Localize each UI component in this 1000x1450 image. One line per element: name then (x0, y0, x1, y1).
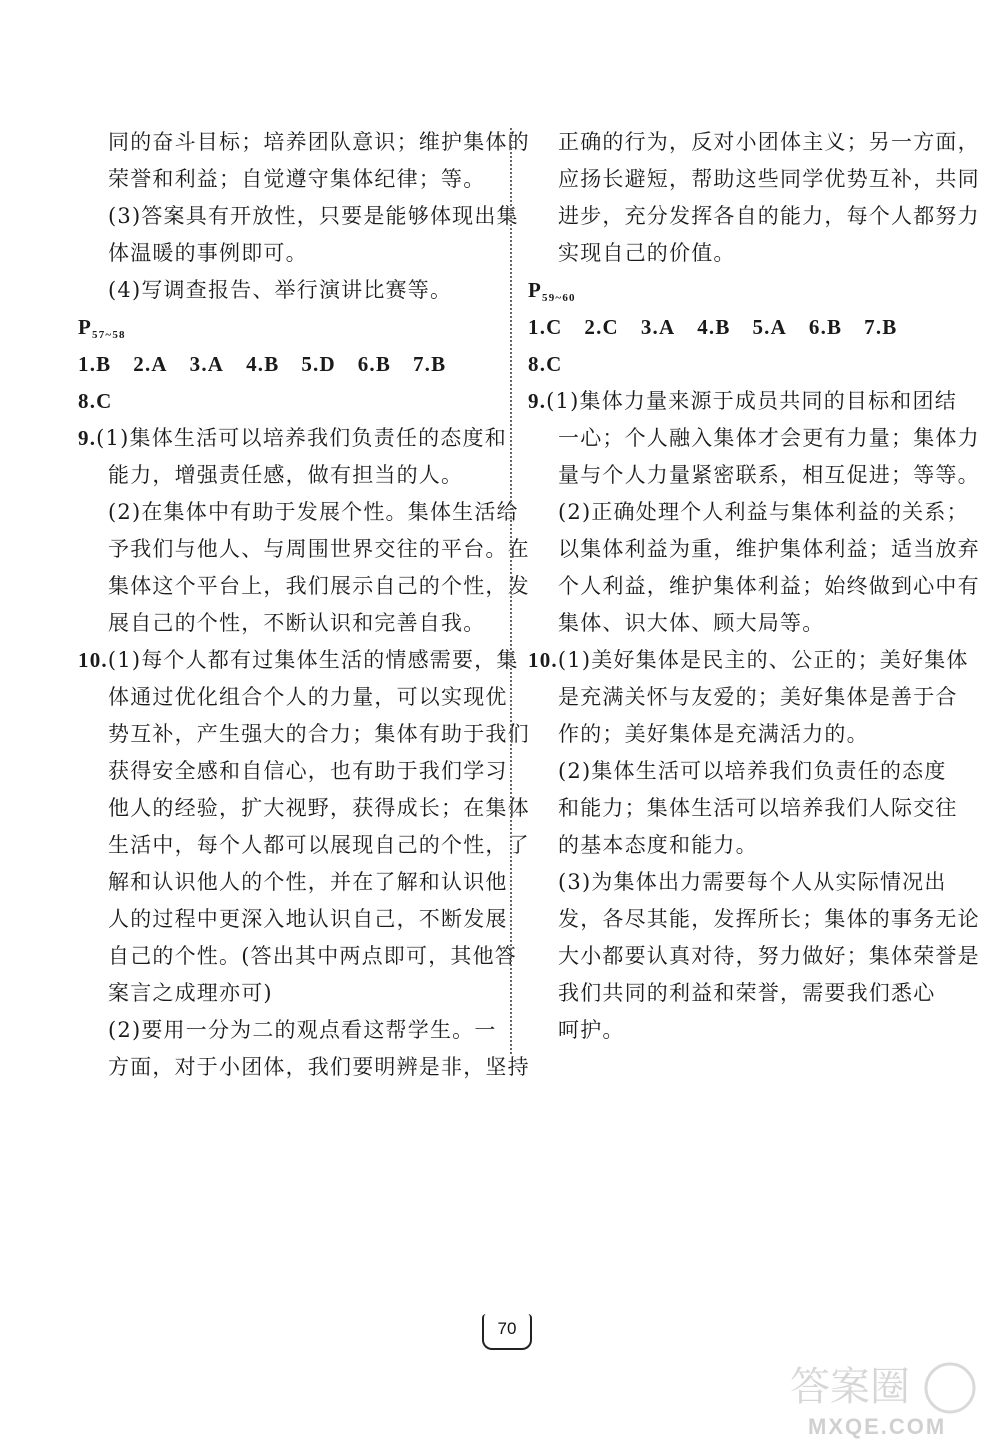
text-line: 荣誉和利益；自觉遵守集体纪律；等。 (108, 167, 486, 191)
text-line: 解和认识他人的个性，并在了解和认识他 (108, 870, 508, 894)
text-line: 和能力；集体生活可以培养我们人际交往 (558, 796, 958, 820)
answer-8: 8.C (78, 389, 113, 413)
text-line: 案言之成理亦可) (108, 981, 273, 1005)
text-line: 发，各尽其能，发挥所长；集体的事务无论 (558, 907, 980, 931)
mc-answer: 4.B (697, 315, 731, 339)
answer-10-line: 10.(1)每个人都有过集体生活的情感需要，集 (78, 648, 519, 672)
mc-answer: 2.C (584, 315, 619, 339)
text-line: 同的奋斗目标；培养团队意识；维护集体的 (108, 130, 530, 154)
text-line: 的基本态度和能力。 (558, 833, 758, 857)
text-line: 自己的个性。(答出其中两点即可，其他答 (108, 944, 517, 968)
section-heading-p57: $P_{57\sim 58}$ (78, 315, 126, 341)
mc-answer: 7.B (412, 352, 447, 376)
text-line: (2)要用一分为二的观点看这帮学生。一 (108, 1018, 497, 1042)
text-line: (4)写调查报告、举行演讲比赛等。 (108, 278, 453, 302)
answer-9-line: 9.(1)集体生活可以培养我们负责任的态度和 (78, 426, 507, 450)
answer-8: 8.C (528, 352, 563, 376)
text-line: 我们共同的利益和荣誉，需要我们悉心 (558, 981, 936, 1005)
column-divider (510, 128, 512, 1054)
question-number: 10. (528, 648, 558, 672)
text-line: 展自己的个性，不断认识和完善自我。 (108, 611, 486, 635)
text-line: 一心；个人融入集体才会更有力量；集体力 (558, 426, 980, 450)
mc-answer: 7.B (864, 315, 898, 339)
text-line: 应扬长避短，帮助这些同学优势互补，共同 (558, 167, 980, 191)
answer-10-line: 10.(1)美好集体是民主的、公正的；美好集体 (528, 648, 969, 672)
mc-answer: 5.A (752, 315, 787, 339)
text-line: 作的；美好集体是充满活力的。 (558, 722, 869, 746)
mc-answer: 1.B (78, 352, 112, 376)
text-line: (2)正确处理个人利益与集体利益的关系； (558, 500, 969, 524)
mc-answer: 6.B (808, 315, 843, 339)
question-number: 9. (78, 426, 97, 450)
watermark-text: 答案圈 (790, 1364, 910, 1410)
text-line: 呵护。 (558, 1018, 625, 1042)
text-line: 能力，增强责任感，做有担当的人。 (108, 463, 464, 487)
text-line: 集体、识大体、顾大局等。 (558, 611, 825, 635)
question-number: 9. (528, 389, 547, 413)
mc-answers-row (78, 346, 496, 383)
text-line: 体温暖的事例即可。 (108, 241, 308, 265)
text-line: 人的过程中更深入地认识自己，不断发展 (108, 907, 508, 931)
text-line: 以集体利益为重，维护集体利益；适当放弃 (558, 537, 980, 561)
section-heading-p59: $P_{59\sim 60}$ (528, 278, 576, 304)
text-line: 进步，充分发挥各自的能力，每个人都努力 (558, 204, 980, 228)
text-line: 他人的经验，扩大视野，获得成长；在集体 (108, 796, 530, 820)
text-line: (3)答案具有开放性，只要是能够体现出集 (108, 204, 519, 228)
text-line: 予我们与他人、与周围世界交往的平台。在 (108, 537, 530, 561)
text-line: 正确的行为，反对小团体主义；另一方面， (558, 130, 980, 154)
page-number: 70 (482, 1314, 532, 1350)
left-column (78, 124, 530, 1086)
mc-answers-row (528, 309, 948, 346)
question-number: 10. (78, 648, 108, 672)
text-line: 获得安全感和自信心，也有助于我们学习 (108, 759, 508, 783)
text-line: 集体这个平台上，我们展示自己的个性，发 (108, 574, 530, 598)
text-line: 量与个人力量紧密联系，相互促进；等等。 (558, 463, 980, 487)
text-line: 势互补，产生强大的合力；集体有助于我们 (108, 722, 530, 746)
watermark-logo (790, 1350, 980, 1440)
text-line: 生活中，每个人都可以展现自己的个性，了 (108, 833, 530, 857)
text-line: 大小都要认真对待，努力做好；集体荣誉是 (558, 944, 980, 968)
text-line: 是充满关怀与友爱的；美好集体是善于合 (558, 685, 958, 709)
text-line: 实现自己的价值。 (558, 241, 736, 265)
text-line: (2)集体生活可以培养我们负责任的态度 (558, 759, 947, 783)
mc-answer: 5.D (301, 352, 336, 376)
mc-answer: 1.C (528, 315, 563, 339)
mc-answer: 3.A (640, 315, 676, 339)
text-line: 个人利益，维护集体利益；始终做到心中有 (558, 574, 980, 598)
watermark-url: MXQE.COM (808, 1414, 947, 1439)
text-line: 体通过优化组合个人的力量，可以实现优 (108, 685, 508, 709)
text-line: (2)在集体中有助于发展个性。集体生活给 (108, 500, 519, 524)
mc-answer: 2.A (133, 352, 168, 376)
text-line: (3)为集体出力需要每个人从实际情况出 (558, 870, 947, 894)
text-line: 方面，对于小团体，我们要明辨是非，坚持 (108, 1055, 530, 1079)
answer-9-line: 9.(1)集体力量来源于成员共同的目标和团结 (528, 389, 957, 413)
mc-answer: 6.B (357, 352, 392, 376)
mc-answer: 4.B (246, 352, 280, 376)
mc-answer: 3.A (189, 352, 225, 376)
right-column (528, 124, 980, 1049)
